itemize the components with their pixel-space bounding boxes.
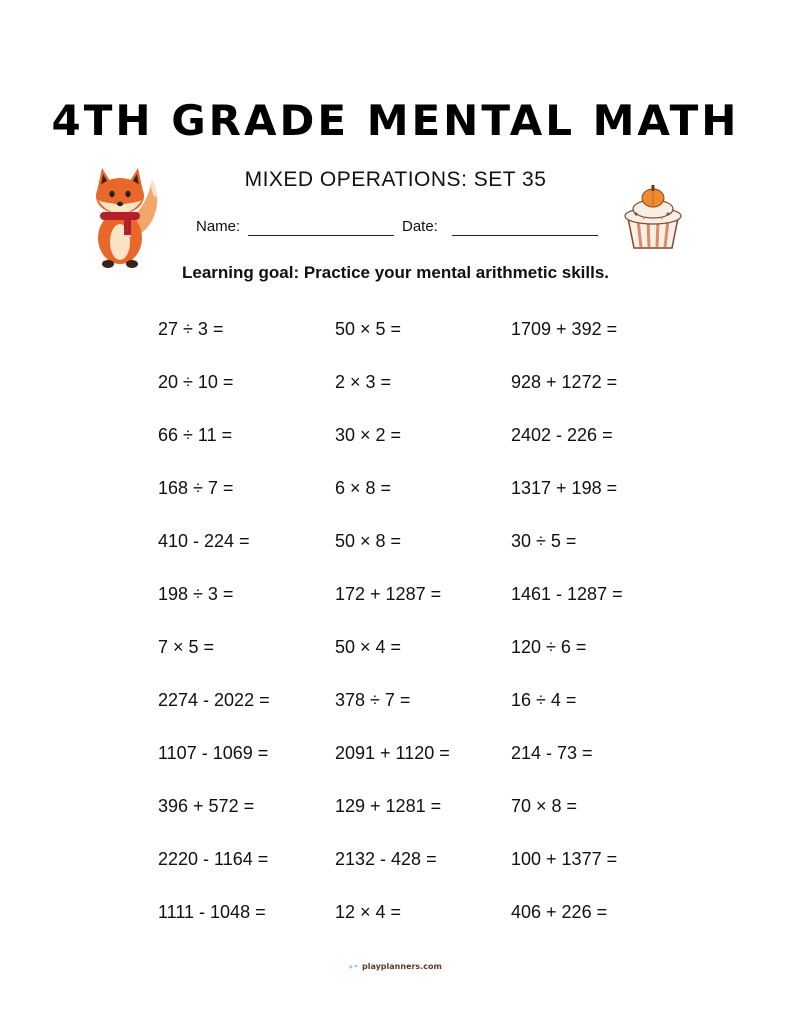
math-problem: 2274 - 2022 =: [158, 690, 270, 710]
math-problem: 16 ÷ 4 =: [511, 690, 577, 710]
math-problem: 1111 - 1048 =: [158, 902, 266, 922]
math-problem: 7 × 5 =: [158, 637, 215, 657]
math-problem: 30 × 2 =: [335, 425, 402, 445]
math-problem: 214 - 73 =: [511, 743, 593, 763]
math-problem: 1461 - 1287 =: [511, 584, 623, 604]
name-date-row: [196, 215, 616, 239]
name-line[interactable]: [248, 235, 394, 236]
worksheet-subtitle: MIXED OPERATIONS: SET 35: [244, 168, 547, 191]
math-problem: 30 ÷ 5 =: [511, 531, 577, 551]
math-problem: 50 × 5 =: [335, 319, 402, 339]
name-label: Name:: [196, 218, 241, 235]
footer-text: playplanners.com: [361, 962, 442, 971]
math-problem: 406 + 226 =: [511, 902, 608, 922]
cupcake-icon: [622, 184, 684, 250]
math-problem: 2 × 3 =: [335, 372, 392, 392]
math-problem: 129 + 1281 =: [335, 796, 442, 816]
math-problem: 168 ÷ 7 =: [158, 478, 234, 498]
math-problem: 2091 + 1120 =: [335, 743, 450, 763]
math-problem: 172 + 1287 =: [335, 584, 442, 604]
problem-grid: [158, 316, 678, 952]
math-problem: 1709 + 392 =: [511, 319, 618, 339]
math-problem: 2402 - 226 =: [511, 425, 613, 445]
math-problem: 100 + 1377 =: [511, 849, 618, 869]
math-problem: 2220 - 1164 =: [158, 849, 269, 869]
math-problem: 1317 + 198 =: [511, 478, 618, 498]
math-problem: 66 ÷ 11 =: [158, 425, 233, 445]
learning-goal: Learning goal: Practice your mental arithmetic skills.: [181, 263, 610, 282]
math-problem: 12 × 4 =: [335, 902, 402, 922]
math-problem: 396 + 572 =: [158, 796, 255, 816]
sparkle-icon: [349, 964, 359, 970]
math-problem: 928 + 1272 =: [511, 372, 618, 392]
date-label: Date:: [402, 218, 438, 235]
math-problem: 27 ÷ 3 =: [158, 319, 224, 339]
math-problem: 70 × 8 =: [511, 796, 578, 816]
worksheet-title: 4TH GRADE MENTAL MATH: [51, 96, 740, 145]
math-problem: 410 - 224 =: [158, 531, 250, 551]
math-problem: 2132 - 428 =: [335, 849, 437, 869]
math-problem: 20 ÷ 10 =: [158, 372, 234, 392]
footer-brand: [0, 962, 791, 971]
math-problem: 6 × 8 =: [335, 478, 392, 498]
math-problem: 1107 - 1069 =: [158, 743, 269, 763]
math-problem: 50 × 8 =: [335, 531, 402, 551]
math-problem: 50 × 4 =: [335, 637, 402, 657]
math-problem: 198 ÷ 3 =: [158, 584, 234, 604]
date-line[interactable]: [452, 235, 598, 236]
math-problem: 120 ÷ 6 =: [511, 637, 587, 657]
math-problem: 378 ÷ 7 =: [335, 690, 411, 710]
